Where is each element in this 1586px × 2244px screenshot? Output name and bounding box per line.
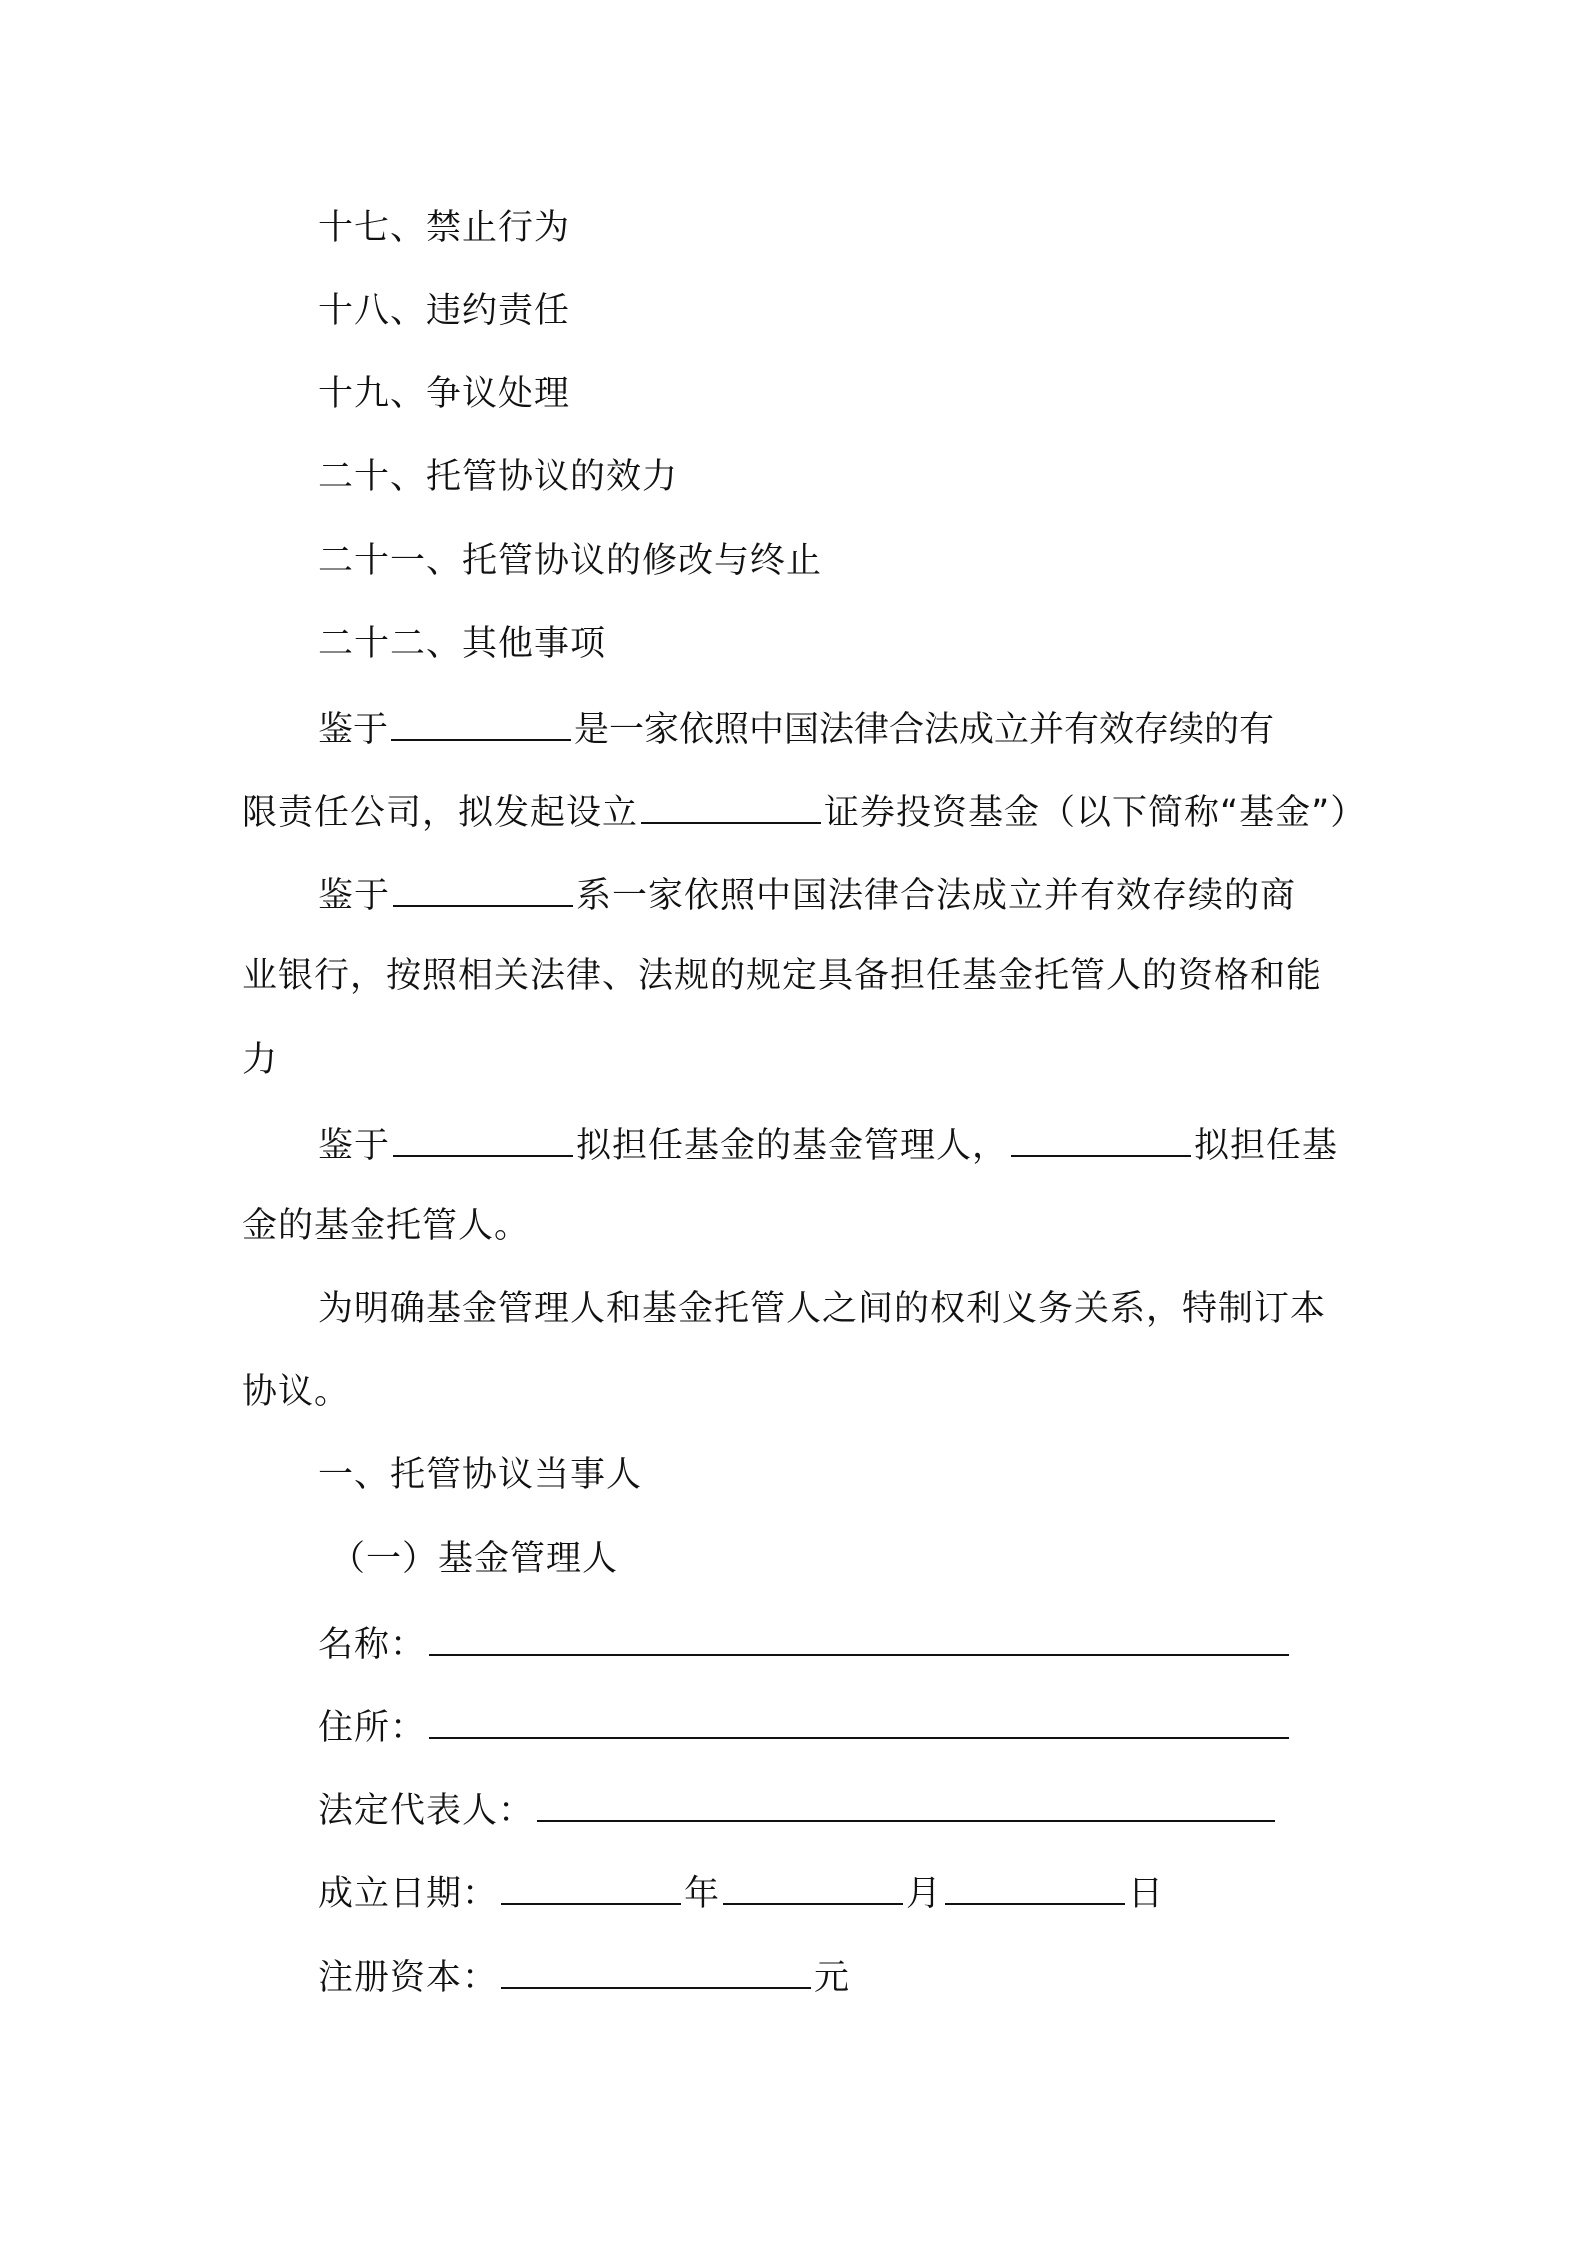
para1-line1: 鉴于 是一家依照中国法律合法成立并有效存续的有: [318, 707, 1355, 750]
toc-item-21: 二十一、托管协议的修改与终止: [318, 541, 823, 581]
para2-line1: 鉴于 系一家依照中国法律合法成立并有效存续的商: [318, 873, 1296, 916]
para3-line2: 金的基金托管人。: [242, 1206, 531, 1246]
para4-line2: 协议。: [242, 1372, 351, 1412]
capital-field-row: 注册资本： 元: [318, 1955, 850, 1998]
address-field-row: [318, 1705, 1292, 1748]
name-label: 名称：: [318, 1625, 427, 1665]
toc-item-17: 十七、禁止行为: [318, 208, 571, 248]
address-label: 住所：: [318, 1708, 427, 1748]
toc-item-20: 二十、托管协议的效力: [318, 457, 679, 497]
blank-field: [641, 790, 821, 824]
para2-line2: 业银行，按照相关法律、法规的规定具备担任基金托管人的资格和能: [242, 956, 1323, 996]
year-blank: [501, 1871, 681, 1905]
capital-label: 注册资本：: [318, 1958, 499, 1998]
section-heading: 一、托管协议当事人: [318, 1455, 643, 1495]
rep-label: 法定代表人：: [318, 1791, 535, 1831]
blank-field: [391, 707, 571, 741]
toc-item-19: 十九、争议处理: [318, 374, 571, 414]
para2-line3: 力: [242, 1040, 279, 1080]
rep-field-row: [318, 1788, 1278, 1831]
para4-line1: 为明确基金管理人和基金托管人之间的权利义务关系，特制订本: [318, 1289, 1327, 1329]
blank-field: [393, 873, 573, 907]
capital-blank: [501, 1955, 811, 1989]
date-label: 成立日期：: [318, 1874, 499, 1914]
date-field-row: 成立日期： 年 月 日: [318, 1871, 1164, 1914]
para3-line1: 鉴于 拟担任基金的基金管理人， 拟担任基: [318, 1123, 1338, 1166]
para1-line2: 限责任公司，拟发起设立 证券投资基金（以下简称“基金”）: [242, 790, 1366, 833]
section-subheading: （一）基金管理人: [330, 1539, 619, 1579]
blank-field: [393, 1123, 573, 1157]
toc-item-18: 十八、违约责任: [318, 291, 571, 331]
name-blank: [429, 1622, 1289, 1656]
day-blank: [945, 1871, 1125, 1905]
toc-item-22: 二十二、其他事项: [318, 624, 607, 664]
address-blank: [429, 1705, 1289, 1739]
blank-field: [1011, 1123, 1191, 1157]
rep-blank: [537, 1788, 1275, 1822]
month-blank: [723, 1871, 903, 1905]
name-field-row: [318, 1622, 1292, 1665]
